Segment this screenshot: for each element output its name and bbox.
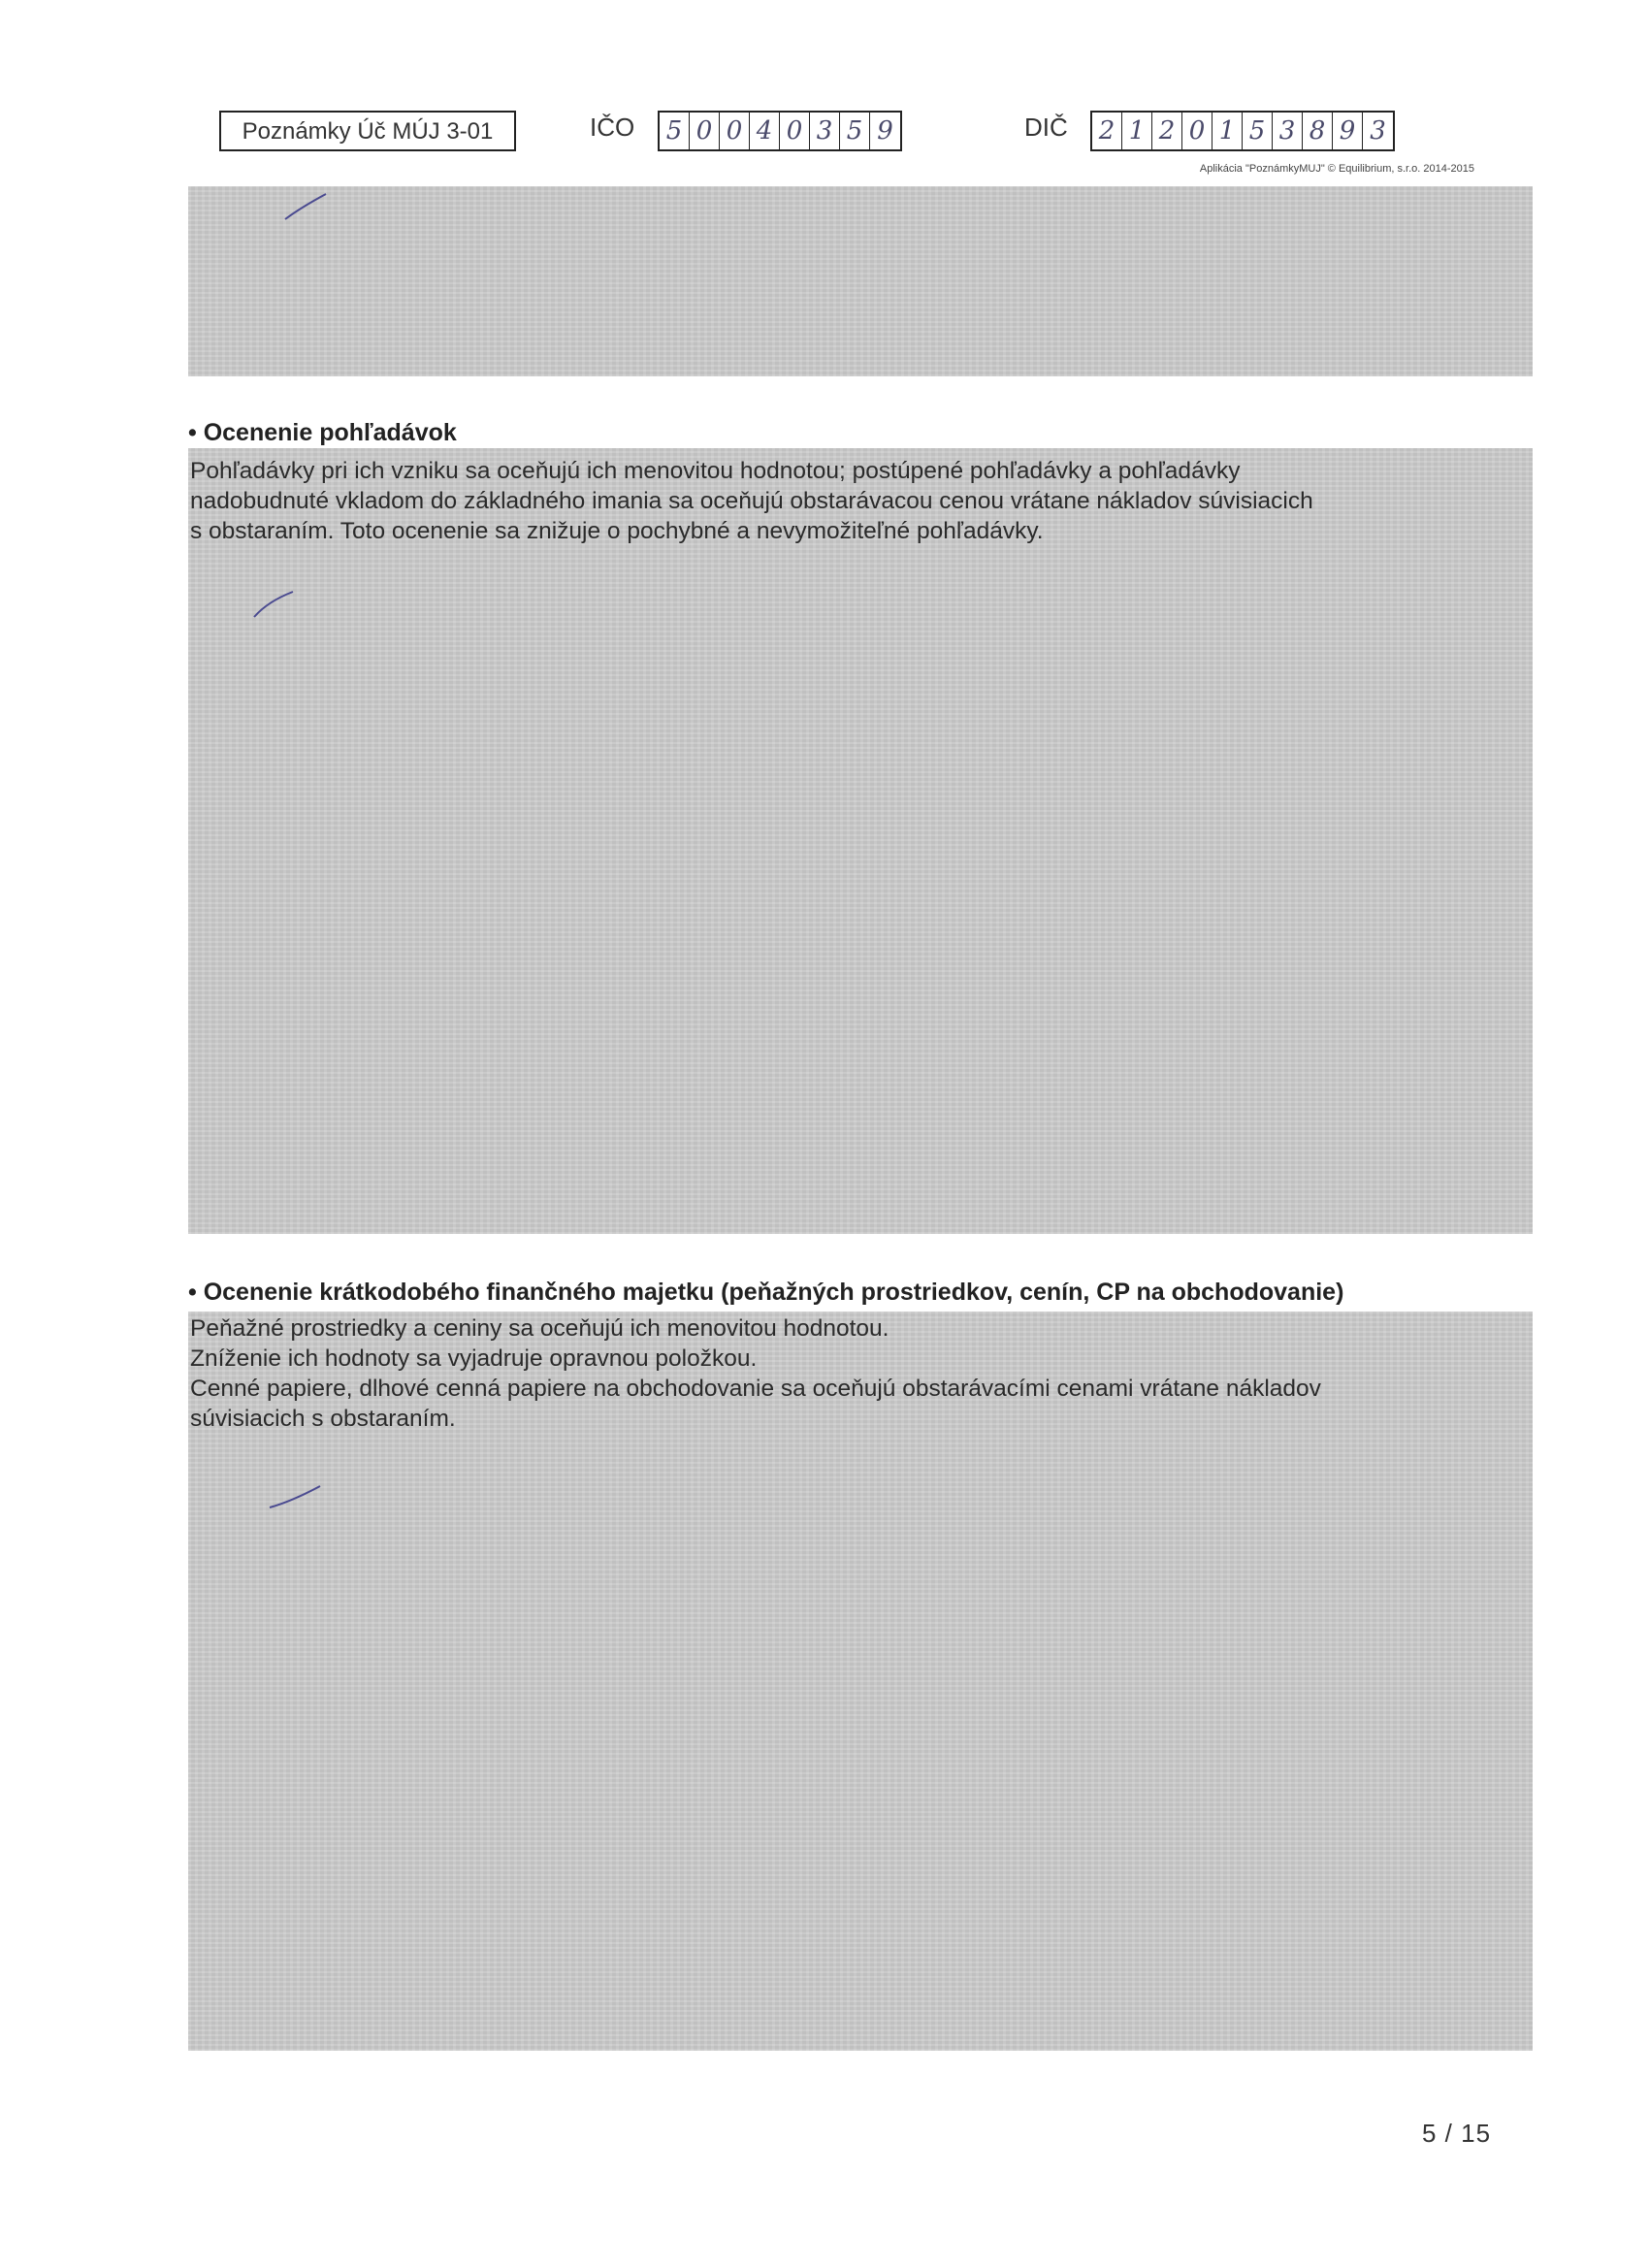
paragraph-line: Pohľadávky pri ich vzniku sa oceňujú ich menovitou hodnotou; postúpené pohľadávky a pohľadávky bbox=[190, 458, 1241, 484]
ico-boxes bbox=[658, 111, 902, 151]
form-label: Poznámky Úč MÚJ 3-01 bbox=[219, 111, 516, 151]
handwritten-tick-icon bbox=[281, 190, 330, 223]
paragraph-line: Peňažné prostriedky a ceniny sa oceňujú ich menovitou hodnotou. bbox=[190, 1315, 889, 1342]
ico-digit: 3 bbox=[810, 113, 840, 149]
ico-digit: 0 bbox=[780, 113, 810, 149]
dic-digit: 3 bbox=[1273, 113, 1303, 149]
dic-digit: 9 bbox=[1333, 113, 1363, 149]
section-paragraph bbox=[190, 456, 1529, 546]
paragraph-line: Zníženie ich hodnoty sa vyjadruje opravnou položkou. bbox=[190, 1345, 758, 1372]
handwritten-tick-icon bbox=[268, 1480, 326, 1513]
ico-digit: 5 bbox=[840, 113, 870, 149]
handwritten-tick-icon bbox=[250, 588, 299, 621]
dic-label: DIČ bbox=[1024, 113, 1068, 142]
dic-digit: 2 bbox=[1092, 113, 1122, 149]
dic-boxes bbox=[1090, 111, 1395, 151]
paragraph-line: súvisiacich s obstaraním. bbox=[190, 1406, 456, 1432]
section-heading: • Ocenenie krátkodobého finančného majetku (peňažných prostriedkov, cenín, CP na obchodovanie) bbox=[188, 1279, 1344, 1306]
paragraph-line: Cenné papiere, dlhové cenná papiere na obchodovanie sa oceňujú obstarávacími cenami vrátane nákladov bbox=[190, 1376, 1321, 1402]
text-area-block bbox=[188, 448, 1533, 1234]
text-area-block bbox=[188, 186, 1533, 376]
ico-label: IČO bbox=[590, 113, 635, 142]
paragraph-line: s obstaraním. Toto ocenenie sa znižuje o pochybné a nevymožiteľné pohľadávky. bbox=[190, 518, 1044, 544]
ico-digit: 0 bbox=[690, 113, 720, 149]
page-number: 5 / 15 bbox=[1422, 2119, 1492, 2148]
dic-digit: 1 bbox=[1122, 113, 1152, 149]
ico-digit: 9 bbox=[877, 116, 893, 146]
dic-digit: 8 bbox=[1303, 113, 1333, 149]
section-heading: • Ocenenie pohľadávok bbox=[188, 419, 457, 446]
paragraph-line: nadobudnuté vkladom do základného imania sa oceňujú obstarávacou cenou vrátane nákladov súvisiacich bbox=[190, 488, 1313, 514]
ico-digit: 5 bbox=[660, 113, 690, 149]
dic-digit: 0 bbox=[1182, 113, 1212, 149]
ico-digit: 4 bbox=[750, 113, 780, 149]
app-credit: Aplikácia "PoznámkyMUJ" © Equilibrium, s.r.o. 2014-2015 bbox=[1199, 163, 1474, 175]
section-paragraph bbox=[190, 1313, 1529, 1434]
dic-digit: 3 bbox=[1370, 116, 1386, 146]
dic-digit: 1 bbox=[1212, 113, 1243, 149]
dic-digit: 5 bbox=[1243, 113, 1273, 149]
ico-digit: 0 bbox=[720, 113, 750, 149]
dic-digit: 2 bbox=[1152, 113, 1182, 149]
